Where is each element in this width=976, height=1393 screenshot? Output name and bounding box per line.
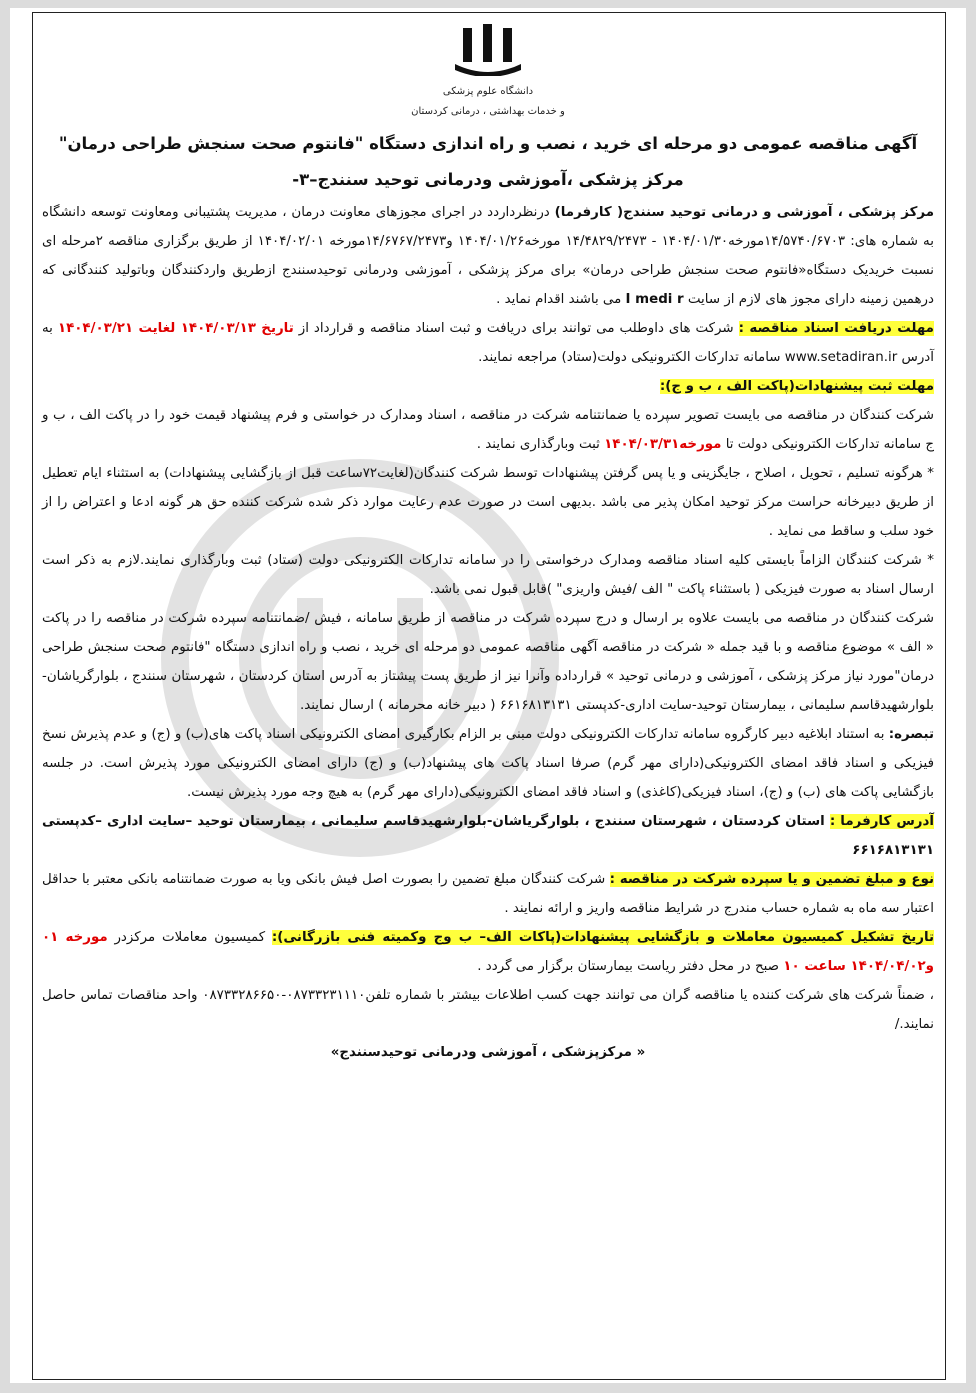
site-code: I medi r bbox=[625, 292, 684, 307]
documents-date-range: تاریخ ۱۴۰۴/۰۳/۱۳ لغایت ۱۴۰۴/۰۳/۲۱ bbox=[57, 321, 294, 336]
employer-address-label: آدرس کارفرما : bbox=[829, 814, 934, 829]
guarantee-label: نوع و مبلغ تضمین و یا سپرده شرکت در مناقصه : bbox=[609, 872, 935, 887]
announcement-subtitle: مرکز پزشکی ،آموزشی ودرمانی توحید سنندج–۳- bbox=[292, 170, 684, 189]
university-logo-icon bbox=[453, 24, 523, 76]
university-subtitle: و خدمات بهداشتی ، درمانی کردستان bbox=[411, 106, 565, 117]
proposals-paragraph-3: * شرکت کنندگان الزاماً بایستی کلیه اسناد مناقصه ومدارک درخواستی را در سامانه تدارکات الکترونیکی دولت (ستاد) ثبت وبارگذاری نمایند.لازم به ذکر است ارسال اسناد به صورت فیزیکی ( باستثناء پاکت " الف /فیش واریزی" )قابل قبول نمی باشد. bbox=[42, 553, 934, 597]
proposals-deadline-date: مورخه۱۴۰۴/۰۳/۳۱ bbox=[604, 437, 722, 452]
commission-paragraph: تاریخ تشکیل کمیسیون معاملات و بازگشایی پیشنهادات(پاکات الف– ب وج وکمیته فنی بازرگانی): کمیسیون معاملات مرکزدر مورخه ۰۱ و۱۴۰۴/۰۴/۰۲ ساعت ۱۰ صبح در محل دفتر ریاست بیمارستان برگزار می گردد . bbox=[42, 930, 935, 974]
proposals-heading bbox=[42, 372, 934, 401]
employer-address: آدرس کارفرما : استان کردستان ، شهرستان سنندج ، بلوارگریاشان-بلوارشهیدقاسم سلیمانی ، بیمارستان توحید –سایت اداری –کدپستی ۶۶۱۶۸۱۳۱۳۱ bbox=[42, 814, 934, 858]
document-page bbox=[10, 8, 966, 1383]
letterhead bbox=[10, 24, 966, 120]
guarantee-paragraph: نوع و مبلغ تضمین و یا سپرده شرکت در مناقصه : شرکت کنندگان مبلغ تضمین را بصورت اصل فیش بانکی ویا به صورت ضمانتنامه بانکی معتبر با حداقل اعتبار سه ماه به شماره حساب مندرج در شرایط مناقصه واریز و ارائه نمایند . bbox=[42, 872, 935, 916]
proposals-paragraph-1: شرکت کنندگان در مناقصه می بایست تصویر سپرده یا ضمانتنامه شرکت در مناقصه ، اسناد ومدارک در خواستی و فرم پیشنهاد قیمت خود را در پاکت الف ، ب و ج سامانه تدارکات الکترونیکی دولت تا مورخه۱۴۰۴/۰۳/۳۱ ثبت وبارگذاری نمایند . bbox=[42, 408, 934, 452]
proposals-label: مهلت ثبت پیشنهادات(پاکت الف ، ب و ج): bbox=[659, 379, 934, 394]
proposals-paragraph-2: * هرگونه تسلیم ، تحویل ، اصلاح ، جایگزینی و یا پس گرفتن پیشنهادات توسط شرکت کنندگان(لغایت۷۲ساعت قبل از بازگشایی پیشنهادات) به استثناء ایام تعطیل از طریق دبیرخانه حراست مرکز توحید امکان پذیر می باشد .بدیهی است در صورت عدم رعایت موارد ذکر شده شرکت کننده حق هر گونه ادعا و اعتراض را از خود سلب و ساقط می نماید . bbox=[42, 466, 934, 539]
documents-deadline-label: مهلت دریافت اسناد مناقصه : bbox=[738, 321, 934, 336]
website-link[interactable]: www.setadiran.ir bbox=[784, 350, 898, 365]
commission-label: تاریخ تشکیل کمیسیون معاملات و بازگشایی پیشنهادات(پاکات الف– ب وج وکمیته فنی بازرگانی): bbox=[271, 930, 935, 945]
proposals-paragraph-4: شرکت کنندگان در مناقصه می بایست علاوه بر ارسال و درج سپرده شرکت در مناقصه از طریق سامانه ، فیش /ضمانتنامه سپرده شرکت در مناقصه را در پاکت « الف » موضوع مناقصه و با قید جمله « شرکت در مناقصه آگهی مناقصه عمومی دو مرحله ای خرید ، نصب و راه اندازی دستگاه "فانتوم صحت سنجش طراحی درمان"مورد نیاز مرکز پزشکی ، آموزشی و درمانی توحید » قرارداده وآنرا نیز از طریق پست پیشتاز به آدرس استان کردستان ، شهرستان سنندج ، بلوارگریاشان-بلوارشهیدقاسم سلیمانی ، بیمارستان توحید-سایت اداری-کدپستی ۶۶۱۶۸۱۳۱۳۱ ( دبیر خانه محرمانه ) ارسال نمایند. bbox=[42, 611, 934, 713]
contact-paragraph: ، ضمناً شرکت های شرکت کننده یا مناقصه گران می توانند جهت کسب اطلاعات بیشتر با شماره تلفن۰۸۷۳۳۲۳۱۱۱۰-۰۸۷۳۳۲۸۶۶۵۰ واحد مناقصات تماس حاصل نمایند./ bbox=[42, 988, 934, 1032]
commission-date: مورخه ۰۱ و۱۴۰۴/۰۴/۰۲ ساعت ۱۰ bbox=[42, 930, 934, 974]
employer-name: مرکز پزشکی ، آموزشی و درمانی توحید سنندج( کارفرما) bbox=[554, 205, 934, 220]
announcement-body bbox=[42, 126, 934, 1060]
note-paragraph: تبصره: به استناد ابلاغیه دبیر کارگروه سامانه تدارکات الکترونیکی دولت مبنی بر الزام بکارگیری امضای الکترونیکی اسناد پاکت های(ب) و (ج) و عدم پذیرش نسخ فیزیکی و اسناد فاقد امضای الکترونیکی(دارای مهر گرم) صرفا اسناد پاکت های پیشنهاد(ب) و (ج) دارای امضای الکترونیکی مورد پذیرش است. در جلسه بازگشایی پاکت های (ب) و (ج)، اسناد فیزیکی(کاغذی) و اسناد فاقد امضای الکترونیکی(دارای مهر گرم) به هیچ وجه مورد پذیرش نیست. bbox=[42, 727, 934, 800]
university-name: دانشگاه علوم پزشکی bbox=[442, 86, 534, 97]
signature-footer: « مرکزپزشکی ، آموزشی ودرمانی توحیدسنندج» bbox=[330, 1045, 646, 1060]
documents-deadline: مهلت دریافت اسناد مناقصه : شرکت های داوطلب می توانند برای دریافت و ثبت اسناد مناقصه و قرارداد از تاریخ ۱۴۰۴/۰۳/۱۳ لغایت ۱۴۰۴/۰۳/۲۱ به آدرس www.setadiran.ir سامانه تدارکات الکترونیکی دولت(ستاد) مراجعه نمایند. bbox=[42, 321, 934, 365]
announcement-title: آگهی مناقصه عمومی دو مرحله ای خرید ، نصب و راه اندازی دستگاه "فانتوم صحت سنجش طراحی درمان" bbox=[58, 134, 918, 153]
note-label: تبصره: bbox=[888, 727, 934, 742]
intro-paragraph: مرکز پزشکی ، آموزشی و درمانی توحید سنندج( کارفرما) درنظرداردد در اجرای مجوزهای معاونت درمان ، مدیریت پشتیبانی ومعاونت توسعه دانشگاه به شماره های: ۱۴/۵۷۴۰/۶۷۰۳مورخه۱۴۰۴/۰۱/۳۰ - ۱۴/۴۸۲۹/۲۴۷۳ مورخه۱۴۰۴/۰۱/۲۶ و۱۴/۶۷۶۷/۲۴۷۳مورخه ۱۴۰۴/۰۲/۰۱ از طریق برگزاری مناقصه ۲مرحله ای نسبت خریدیک دستگاه«فانتوم صحت سنجش طراحی درمان» برای مرکز پزشکی ، آموزشی ودرمانی توحیدسنندج ازطریق واردکنندگان وباتولید کنندگانی که درهمین زمینه دارای مجوز های لازم از سایت I medi r می باشند اقدام نماید . bbox=[42, 205, 934, 307]
